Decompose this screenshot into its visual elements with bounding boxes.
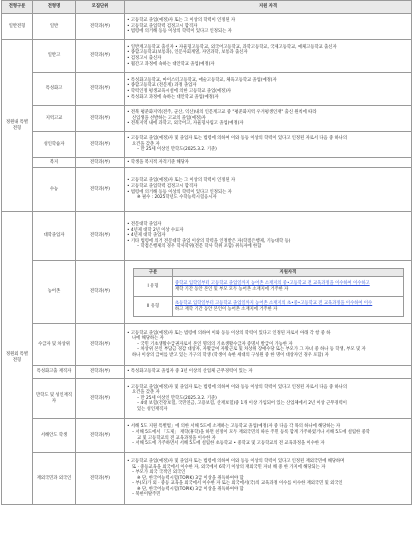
inner-header-row (134, 269, 404, 277)
req-line: 요건을 갖춘 자 (132, 390, 160, 396)
req-line: – 만 25세 이상인 만학도(2025.3.2. 기준) (137, 147, 217, 153)
req-line: – 부모가 외국 국적인 외국인 (132, 470, 186, 476)
track-cell: 일반고 (33, 40, 76, 73)
table-row (2, 324, 412, 366)
requirements-cell (125, 132, 412, 158)
req-line: 나에 해당하는 자 (132, 336, 164, 342)
req-line: 재학 기간 동안 본인 및 부모 모두 농어촌 소재지에 거주한 자 (175, 286, 289, 292)
req-line: • 법령에 의거해 동등 이상의 학력이 있다고 인정되는 자 (127, 29, 232, 35)
req-line: – 북한이탈주민 (132, 492, 161, 498)
admission-table (1, 0, 412, 505)
req-line: • 고등학교 졸업학력 검정고시 합격자 (127, 23, 198, 29)
type-requirements (173, 297, 404, 317)
table-row (2, 132, 412, 158)
table-header-row (2, 1, 412, 14)
requirements-cell (125, 158, 412, 168)
track-cell: 수능 (33, 168, 76, 212)
track-cell: 만학도 및 성인재직자 (33, 379, 76, 419)
req-line-text: 중학교 입학일부터 고등학교 졸업일까지 농어촌 소재지의 중•고등학교 전 교육과정을 이수하여 이수하고 (175, 280, 370, 286)
rural-type-table (133, 268, 404, 317)
req-note: ※ 필수 : 2025학년도 수학능력시험응시자 (137, 195, 217, 201)
track-cell: 서해안도 학생 (33, 419, 76, 453)
type-requirements (173, 277, 404, 297)
unit-cell: 전학과(부) (76, 212, 125, 261)
req-note: ※ 단, 한국어능력시험(TOPIK) 3급 이상을 취득하여야 함 (137, 475, 244, 481)
requirements-cell (125, 261, 412, 324)
req-line: 신입생을 선발하는 고교의 졸업(예정)자 (132, 115, 206, 121)
table-row (2, 14, 412, 40)
req-line: • 검정고시 출신자 (127, 56, 162, 61)
track-cell: 재외국민과 외국인 (33, 453, 76, 505)
unit-cell: 전학과(부) (76, 324, 125, 366)
header-requirements: 지원 자격 (125, 1, 412, 14)
req-line: • 특성화고 과정에 속하는 대안학교 졸업(예정)자 (127, 94, 219, 100)
req-line: • 기타 법령에 의거 전문대학 졸업 이상의 학력을 인정받은 자(학점은행제, 기능대학 등) (127, 238, 291, 244)
unit-cell: 전학과(부) (76, 158, 125, 168)
table-row (2, 212, 412, 261)
req-line: – 서해 5도에 가주하면서 서해 5도에 설립한 초등학교 • 중학교 및 고등학교의 전 교육과정을 이수한 자 (132, 441, 325, 447)
type-cell: II 유형 (134, 297, 173, 317)
unit-cell: 전학과(부) (76, 261, 125, 324)
header-track: 전형명 (33, 1, 76, 14)
req-line: 요건을 갖춘 자 (132, 141, 160, 147)
unit-cell: 전학과(부) (76, 168, 125, 212)
unit-cell: 전학과(부) (76, 379, 125, 419)
req-line: • 학력인정 평생교육시설에 의한 고등학교 졸업(예정)자 (127, 89, 232, 94)
req-line-text: 초등학교 입학일부터 고등학교 졸업일까지 농어촌 소재지의 초•중•고등학교 전 교육과정을 이수하여 이수 (175, 300, 373, 306)
inner-header-category: 구분 (134, 269, 173, 277)
table-row (2, 158, 412, 168)
req-line: • 고등학교 졸업(예정)자 또는 그 이상의 학력이 인정된 자 (127, 18, 236, 24)
requirements-cell (125, 419, 412, 453)
req-line: • 고등학교 졸업(예정)자 및 졸업자 또는 법령에 의하여 이와 동등 이상의 학력이 있다고 인정된 재외국민에 해당하며 (127, 458, 345, 464)
track-cell: 성인학습자 (33, 132, 76, 158)
req-line: • 4년제 대학 2년 이상 수료자 (127, 227, 184, 233)
requirements-cell (125, 366, 412, 379)
table-row (2, 106, 412, 132)
req-line: • 법령에 의거해 동등 이상의 학력이 있다고 인정되는 자 (127, 189, 232, 195)
req-line: – 국민 기초생활수급권자로서 본인 명의의 기초생활수급자 증명서 발급이 가능한 자 (137, 341, 293, 347)
req-line: • 전북지역 내에 과학고, 외국어고, 자율형사립고 졸업(예정)자 (127, 121, 244, 127)
req-line: • 고등학교 졸업(예정)자 및 졸업자 또는 법령에 의하여 이와 동등 이상의 학력이 있다고 인정된 자로서 다음 중 하나의 (127, 136, 348, 142)
req-line: – 만 25세 이상인 만학도(2025.3.2. 기준) (137, 395, 217, 401)
requirements-cell (125, 14, 412, 40)
requirements-cell (125, 106, 412, 132)
header-category: 전형구분 (2, 1, 33, 14)
unit-cell: 전학과(부) (76, 132, 125, 158)
table-row (2, 261, 412, 324)
req-line (175, 281, 401, 287)
header-unit: 모집단위 (76, 1, 125, 14)
unit-cell: 전학과(부) (76, 419, 125, 453)
req-line: 또 · 중등교육을 외국에서 이수한 자, 외국에서 6학기 이상의 재외국민 자녀 해 중 한 가지에 해당되는 자 (132, 464, 326, 470)
req-line (175, 301, 401, 307)
track-cell: 일반 (33, 14, 76, 40)
requirements-cell (125, 168, 412, 212)
req-line: • 고등학교 졸업(예정)자 또는 그 이상의 학력이 인정된 자 (127, 178, 236, 184)
unit-cell: 전학과(부) (76, 366, 125, 379)
inner-header-requirements: 지원자격 (173, 269, 404, 277)
req-line: • 종합고등학교(보통과), 인문사회계열, 자연과학, 보통과 출신자 (127, 50, 248, 56)
req-line: – 학점은행제의 경우 학사학위(전문 학사 학위 포함) 취득자에 한함 (137, 244, 262, 250)
req-line: – 서해 5도에서 「도제」 재학(휴학)을 하면 친정이 모두 재외국민의 따른 주민 등록 합계 가주하였거나 서해 5도에 설립한 중학 (132, 429, 370, 435)
req-line: • 종합고등학교 (전문계) 과정 졸업자 (127, 83, 197, 89)
req-line: 하나 이상의 급여를 받고 있는 가구의 학생 (학생이 속한 세대의 구성원 중 한 명이 대상자인 경우 포함) 자 (132, 352, 329, 358)
inner-row (134, 297, 404, 317)
track-cell: 복지 (33, 158, 76, 168)
requirements-cell (125, 212, 412, 261)
table-row (2, 379, 412, 419)
req-line: 하고 재학 기간 동안 본인이 농어촌 소재지에 거주한 자 (175, 306, 278, 312)
req-line: • 고등학교 졸업(예정)자 및 졸업자 또는 법령에 의하여 이와 동등 이상의 학력이 있다고 인정된 자로서 다음 중 하나의 (127, 384, 348, 390)
requirements-cell (125, 453, 412, 505)
req-line: – 4대 보험(건강보험, 국민연금, 고용보험, 산재보험)중 1개 이상 가입되어 있는 산업체에서 2년 이상 근무경력이 (137, 401, 347, 407)
track-cell: 농어촌 (33, 261, 76, 324)
req-note: ※ 단, 한국어능력시험(TOPIK) 3급 이상을 취득하여야 함 (137, 486, 244, 492)
req-line: • 고등학교 졸업학력 검정고시 합격자 (127, 183, 198, 189)
requirements-cell (125, 73, 412, 106)
req-line: • 일반계고등학교 출신자 • 자율형고등학교, 외국어고등학교, 과학고등학교, 국제고등학교, 예체고등학교 출신자 (127, 44, 337, 50)
req-line: • 고등학교 졸업(예정)자 또는 법령에 의하여 이와 동등 이상의 학력이 있다고 인정된 자로서 아래 각 항 중 하 (127, 330, 331, 336)
table-row (2, 40, 412, 73)
table-row (2, 366, 412, 379)
req-line: • 월간고 과정에 속하는 대안학교 졸업(예정)자 (127, 61, 215, 67)
req-line: 교 및 고등학교의 전 교육과정을 이수한 자 (137, 435, 216, 441)
unit-cell: 전학과(부) (76, 14, 125, 40)
req-line: 있는 성인재직자 (137, 406, 168, 412)
track-cell: 특성화고출 재직자 (33, 366, 76, 379)
table-row (2, 419, 412, 453)
req-line: • 4년제 대학 졸업자 (127, 233, 166, 239)
requirements-cell (125, 324, 412, 366)
track-cell: 지역고교 (33, 106, 76, 132)
unit-cell: 전학과(부) (76, 453, 125, 505)
req-line: • 서해 5도 지원 특별법」에 의한 서해 5도에 소재하는 고등학교 졸업(예정)자 중 다음 각 목의 하나에 해당하는 자 (127, 424, 341, 430)
req-line: – 부(모)가 외 · 중등 교육을 외국에서 이수한 자 또는 외국에서(국)의 교육과정 이수를 이수한 재외국민 및 외국인 (132, 481, 343, 487)
track-cell: 대학졸업자 (33, 212, 76, 261)
type-cell: I 유형 (134, 277, 173, 297)
inner-row (134, 277, 404, 297)
req-line: – 차상위 본인 부담금 경감 대상자, 자활급여 자활근로 및 차상위 장애수당 또는 부모가 그 자녀 중 하나 등 학생, 부모 및 자 (137, 347, 366, 353)
table-row (2, 73, 412, 106)
track-cell: 수급자 및 차상위 (33, 324, 76, 366)
category-cell: 일반전형 (2, 14, 33, 40)
req-line: • 특성화고등학교, 마이스터고등학교, 애술고등학교, 체육고등학교 졸업(예정)자 (127, 77, 277, 83)
unit-cell: 전학과(부) (76, 40, 125, 73)
track-cell: 특성화고 (33, 73, 76, 106)
requirements-cell (125, 40, 412, 73)
table-row (2, 168, 412, 212)
unit-cell: 전학과(부) (76, 106, 125, 132)
category-cell: 정원외 특별전형 (2, 212, 33, 505)
req-line: • 학생을 복지적 자격기준 해당자 (127, 159, 189, 165)
req-line: • 전문대학 졸업자 (127, 222, 162, 228)
requirements-cell (125, 379, 412, 419)
req-line: • 전북 평준화지역(전주, 군산, 익산)내의 인문계고교 중 "평준화지역 우겨평생인재" 출신 원칙에 따라 (127, 110, 317, 116)
req-line: • 특성화고등학교 졸업자 중 3년 이상의 산업체 근무경력이 있는 자 (127, 369, 253, 375)
table-row (2, 453, 412, 505)
unit-cell: 전학과(부) (76, 73, 125, 106)
category-cell: 정원내 특별전형 (2, 40, 33, 212)
